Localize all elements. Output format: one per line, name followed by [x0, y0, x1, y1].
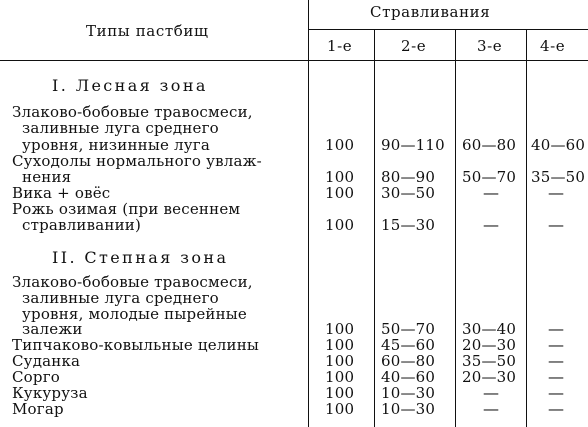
cell-value: 45—60: [381, 336, 436, 354]
cell-value: 100: [325, 136, 355, 154]
cell-dash: —: [483, 383, 500, 402]
row-label-line: Суданка: [12, 352, 81, 370]
cell-value: 100: [325, 184, 355, 202]
row-label-line: Могар: [12, 400, 64, 418]
header-types: Типы пастбищ: [86, 22, 209, 40]
section-title-steppe: II. Степная зона: [52, 248, 229, 267]
cell-value: 40—60: [531, 136, 586, 154]
header-stravlivaniya: Стравливания: [370, 3, 491, 21]
row-label-line: Злаково-бобовые травосмеси,: [12, 273, 253, 291]
row-label-line: Суходолы нормального увлаж-: [12, 152, 262, 170]
row-label-line: Типчаково-ковыльные целины: [12, 336, 260, 354]
cell-value: 100: [325, 368, 355, 386]
row-label-line: Вика + овёс: [12, 184, 111, 202]
subheader-3: 3-е: [477, 37, 503, 55]
row-label-line: стравливании): [22, 216, 142, 234]
row-label-line: залежи: [22, 320, 83, 338]
header-bottom-rule: [0, 60, 588, 61]
row-label-line: Сорго: [12, 368, 60, 386]
row-label-line: нения: [22, 168, 72, 186]
cell-dash: —: [548, 335, 565, 354]
column-rule-3: [455, 29, 456, 427]
cell-dash: —: [483, 215, 500, 234]
column-rule-2: [374, 29, 375, 427]
cell-value: 20—30: [462, 368, 517, 386]
cell-value: 100: [325, 336, 355, 354]
cell-value: 20—30: [462, 336, 517, 354]
column-rule-4: [526, 29, 527, 427]
cell-value: 50—70: [381, 320, 436, 338]
cell-value: 35—50: [462, 352, 517, 370]
cell-dash: —: [483, 183, 500, 202]
row-label-line: Злаково-бобовые травосмеси,: [12, 103, 253, 121]
cell-value: 100: [325, 168, 355, 186]
cell-value: 100: [325, 216, 355, 234]
cell-dash: —: [548, 367, 565, 386]
cell-value: 100: [325, 320, 355, 338]
column-rule-1: [308, 0, 309, 427]
cell-dash: —: [548, 399, 565, 418]
row-label-line: уровня, молодые пырейные: [22, 305, 248, 323]
subheader-4: 4-е: [540, 37, 566, 55]
row-label-line: уровня, низинные луга: [22, 136, 211, 154]
cell-value: 15—30: [381, 216, 436, 234]
cell-value: 80—90: [381, 168, 436, 186]
subheader-1: 1-е: [327, 37, 353, 55]
row-label-line: заливные луга среднего: [22, 119, 219, 137]
cell-dash: —: [483, 399, 500, 418]
row-label-line: Рожь озимая (при весеннем: [12, 200, 241, 218]
row-label-line: заливные луга среднего: [22, 289, 219, 307]
section-title-forest: I. Лесная зона: [52, 76, 208, 95]
cell-value: 100: [325, 384, 355, 402]
cell-value: 10—30: [381, 400, 436, 418]
cell-value: 10—30: [381, 384, 436, 402]
cell-dash: —: [548, 351, 565, 370]
cell-value: 35—50: [531, 168, 586, 186]
cell-value: 30—40: [462, 320, 517, 338]
cell-dash: —: [548, 319, 565, 338]
cell-value: 90—110: [381, 136, 445, 154]
cell-dash: —: [548, 215, 565, 234]
cell-value: 50—70: [462, 168, 517, 186]
row-label-line: Кукуруза: [12, 384, 88, 402]
cell-dash: —: [548, 383, 565, 402]
cell-value: 100: [325, 400, 355, 418]
header-top-rule: [308, 29, 588, 30]
cell-dash: —: [548, 183, 565, 202]
cell-value: 30—50: [381, 184, 436, 202]
subheader-2: 2-е: [401, 37, 427, 55]
cell-value: 60—80: [381, 352, 436, 370]
cell-value: 100: [325, 352, 355, 370]
cell-value: 60—80: [462, 136, 517, 154]
cell-value: 40—60: [381, 368, 436, 386]
